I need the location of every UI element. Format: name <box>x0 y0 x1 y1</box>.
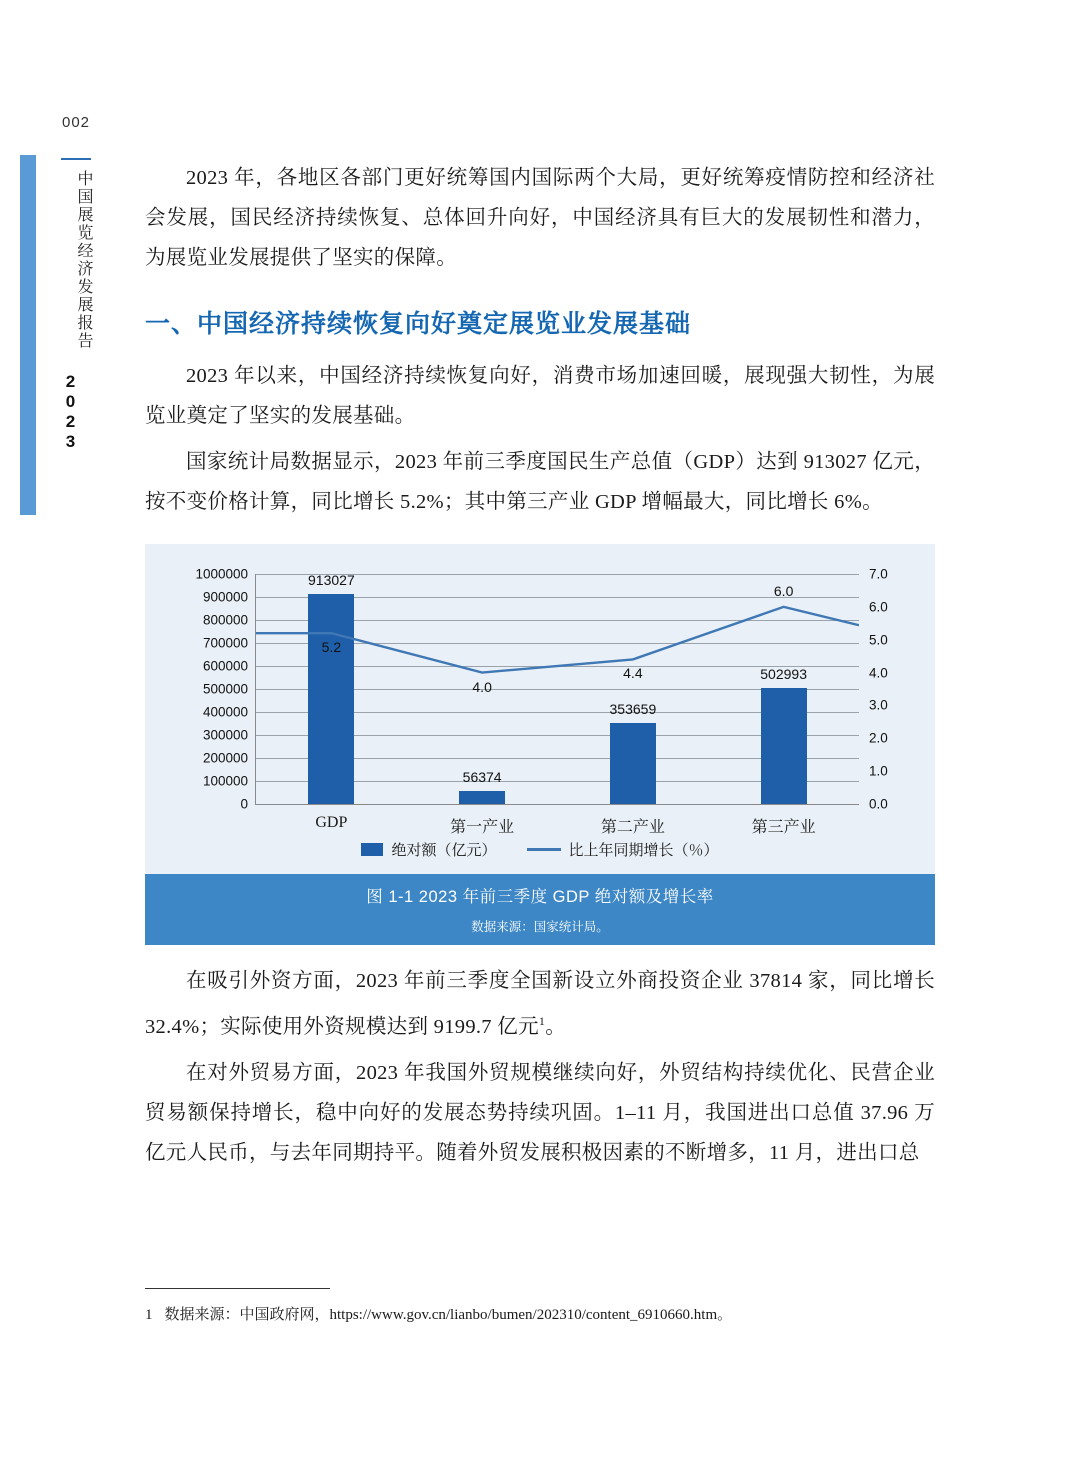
y-axis-right-tick: 3.0 <box>869 697 888 713</box>
legend-item-bar <box>361 839 496 860</box>
legend-swatch-bar <box>361 843 383 856</box>
figure-1-1 <box>145 544 935 945</box>
paragraph-4-text: 在吸引外资方面，2023 年前三季度全国新设立外商投资企业 37814 家，同比增长 32.4%；实际使用外资规模达到 9199.7 亿元 <box>145 970 935 1038</box>
footnote-text: 数据来源：中国政府网，https://www.gov.cn/lianbo/bumen/202310/content_6910660.htm。 <box>164 1307 733 1323</box>
figure-caption: 图 1-1 2023 年前三季度 GDP 绝对额及增长率 <box>145 874 935 917</box>
y-axis-right-tick: 4.0 <box>869 665 888 681</box>
chart-legend <box>145 839 935 860</box>
page-content <box>145 0 935 1179</box>
chart-plot-area <box>195 566 888 836</box>
footnote-marker: 1 <box>538 1014 546 1028</box>
y-axis-left-tick: 300000 <box>202 727 248 743</box>
y-axis-right-tick: 7.0 <box>869 566 888 582</box>
y-axis-right-tick: 1.0 <box>869 763 888 779</box>
chart-bar-value-label: 913027 <box>308 572 355 589</box>
footnote-line <box>145 1303 935 1327</box>
chart-line-value-label: 6.0 <box>773 582 794 599</box>
paragraph-4-tail: 。 <box>545 1015 567 1038</box>
chart-bar-value-label: 353659 <box>609 700 657 717</box>
paragraph-3: 国家统计局数据显示，2023 年前三季度国民生产总值（GDP）达到 913027 亿元，按不变价格计算，同比增长 5.2%；其中第三产业 GDP 增幅最大，同比增长 6%。 <box>145 451 935 513</box>
running-book-title: 中国展览经济发展报告 <box>75 170 92 350</box>
section-heading: 一、中国经济持续恢复向好奠定展览业发展基础 <box>145 310 692 338</box>
y-axis-left-tick: 400000 <box>202 704 248 720</box>
paragraph-2: 2023 年以来，中国经济持续恢复向好，消费市场加速回暖，展现强大韧性，为展览业奠定了坚实的发展基础。 <box>145 365 935 427</box>
chart-bar <box>761 688 807 804</box>
legend-label-line: 比上年同期增长（％） <box>568 843 719 859</box>
chart-line-value-label: 5.2 <box>321 639 342 656</box>
y-axis-left-tick: 100000 <box>202 773 248 789</box>
footnote-block <box>145 1288 935 1327</box>
y-axis-left-tick: 800000 <box>202 612 248 628</box>
x-axis-category-label: 第三产业 <box>751 819 816 836</box>
y-axis-left-tick: 600000 <box>202 658 248 674</box>
chart-bar <box>459 791 505 804</box>
y-axis-right-tick: 5.0 <box>869 632 888 648</box>
x-axis-category-label: 第一产业 <box>450 819 515 836</box>
y-axis-left-tick: 900000 <box>202 589 248 605</box>
y-axis-left-tick: 700000 <box>202 635 248 651</box>
paragraph-4 <box>145 961 935 1047</box>
y-axis-right-tick: 2.0 <box>869 730 888 746</box>
chart-line-value-label: 4.0 <box>472 678 492 695</box>
figure-source: 数据来源：国家统计局。 <box>145 917 935 945</box>
x-axis-category-label: GDP <box>315 814 348 831</box>
legend-item-line <box>527 839 719 860</box>
running-book-year: 2023 <box>61 372 80 452</box>
paragraph-5: 在对外贸易方面，2023 年我国外贸规模继续向好，外贸结构持续优化、民营企业贸易额保持增长，稳中向好的发展态势持续巩固。1–11 月，我国进出口总值 37.96 万亿元人民币，与去年同期持平。随着外贸发展积极因素的不断增多，11 月，进出口总 <box>145 1061 935 1164</box>
page-edge-band <box>20 155 36 515</box>
footnote-number: 1 <box>145 1307 153 1323</box>
y-axis-left-tick: 1000000 <box>195 566 248 582</box>
chart-canvas <box>145 544 935 874</box>
y-axis-left-tick: 500000 <box>202 681 248 697</box>
chart-line-value-label: 4.4 <box>623 665 643 682</box>
chart-bar-value-label: 502993 <box>760 666 807 683</box>
chart-bar-value-label: 56374 <box>462 769 502 786</box>
side-rule-divider <box>61 158 91 160</box>
intro-paragraph: 2023 年，各地区各部门更好统筹国内国际两个大局，更好统筹疫情防控和经济社会发展，国民经济持续恢复、总体回升向好，中国经济具有巨大的发展韧性和潜力，为展览业发展提供了坚实的保障。 <box>145 167 935 269</box>
y-axis-right-tick: 6.0 <box>869 599 888 615</box>
chart-bar <box>610 723 656 804</box>
y-axis-left-tick: 0 <box>240 796 248 812</box>
x-axis-category-label: 第二产业 <box>600 819 665 836</box>
y-axis-right-tick: 0.0 <box>869 796 888 812</box>
legend-swatch-line <box>527 848 561 851</box>
chart-bar <box>308 594 354 804</box>
y-axis-left-tick: 200000 <box>202 750 248 766</box>
page-number: 002 <box>62 114 91 131</box>
footnote-divider <box>145 1288 330 1289</box>
legend-label-bar: 绝对额（亿元） <box>391 843 497 859</box>
